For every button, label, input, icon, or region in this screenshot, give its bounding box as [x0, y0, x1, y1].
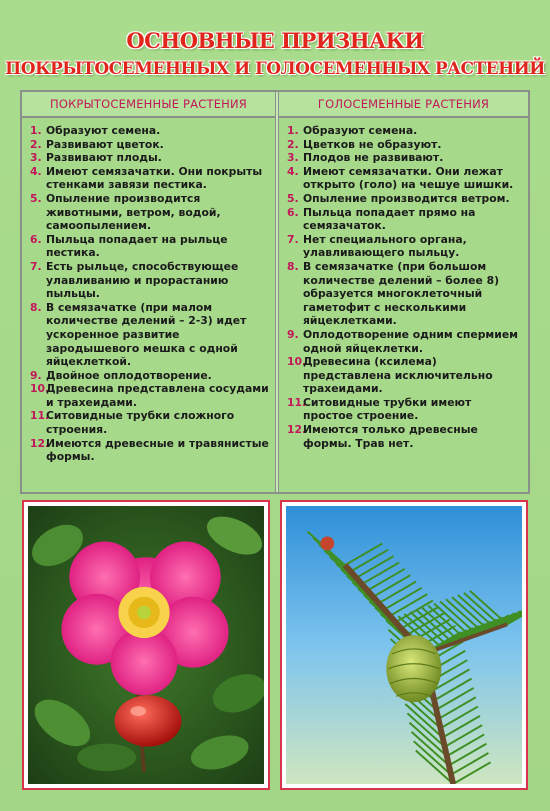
item-number: 3.: [287, 151, 299, 165]
item-number: 9.: [30, 368, 42, 382]
gymnosperms-heading: ГОЛОСЕМЕННЫЕ РАСТЕНИЯ: [279, 92, 528, 118]
rose-flower-photo: [22, 500, 270, 790]
item-text: Развивают плоды.: [46, 151, 162, 165]
angiosperms-item: [30, 301, 269, 369]
gymnosperms-item: [287, 124, 522, 138]
gymnosperms-item: [287, 260, 522, 328]
angiosperms-item: [30, 382, 269, 409]
item-text: Древесина (ксилема) представлена исключительно трахеидами.: [303, 355, 493, 396]
item-number: 2.: [287, 137, 299, 151]
item-number: 6.: [30, 232, 42, 246]
title-line-2: ПОКРЫТОСЕМЕННЫХ И ГОЛОСЕМЕННЫХ РАСТЕНИЙ: [5, 59, 545, 79]
item-text: Образуют семена.: [46, 124, 161, 137]
item-text: Есть рыльце, способствующее улавливанию и прорастанию пыльцы.: [46, 259, 239, 301]
gymnosperms-item: [287, 355, 522, 396]
item-text: Имеются только древесные формы. Трав нет.: [303, 423, 478, 450]
item-text: Двойное оплодотворение.: [46, 368, 212, 382]
item-number: 12.: [287, 423, 307, 437]
item-text: Опыление производится ветром.: [303, 191, 510, 205]
angiosperms-item: [30, 165, 269, 192]
angiosperms-item: [30, 260, 269, 301]
item-text: Опыление производится животными, ветром, водой, самоопылением.: [46, 191, 221, 233]
angiosperms-heading: ПОКРЫТОСЕМЕННЫЕ РАСТЕНИЯ: [22, 92, 275, 118]
rose-illustration: [28, 506, 264, 784]
angiosperms-item: [30, 369, 269, 383]
item-number: 4.: [287, 164, 299, 178]
item-number: 1.: [287, 124, 299, 137]
gymnosperms-item: [287, 165, 522, 192]
item-number: 10.: [287, 355, 307, 369]
angiosperms-column: [22, 92, 276, 492]
item-text: Нет специального органа, улавливающего пыльцу.: [303, 232, 467, 260]
item-text: Имеются древесные и травянистые формы.: [46, 436, 269, 464]
angiosperms-item: [30, 151, 269, 165]
gymnosperms-item: [287, 396, 522, 423]
item-text: Ситовидные трубки сложного строения.: [46, 409, 235, 437]
gymnosperms-item: [287, 151, 522, 165]
item-number: 7.: [287, 232, 299, 246]
item-number: 8.: [30, 300, 42, 314]
item-number: 1.: [30, 124, 42, 137]
gymnosperms-list: [279, 118, 528, 450]
item-text: Образуют семена.: [303, 124, 418, 137]
item-number: 2.: [30, 137, 42, 151]
poster-title: [0, 28, 550, 82]
angiosperms-item: [30, 437, 269, 464]
item-number: 11.: [287, 395, 307, 409]
item-number: 6.: [287, 205, 299, 219]
item-text: Цветков не образуют.: [303, 137, 442, 151]
item-text: В семязачатке (при малом количестве делений – 2-3) идет ускоренное развитие зародышевого мешка с одной яйцеклеткой.: [46, 300, 247, 369]
item-number: 7.: [30, 259, 42, 273]
gymnosperms-item: [287, 206, 522, 233]
gymnosperms-item: [287, 233, 522, 260]
item-text: Ситовидные трубки имеют простое строение.: [303, 395, 472, 423]
item-text: Древесина представлена сосудами и трахеидами.: [46, 382, 269, 409]
item-text: Пыльца попадает на рыльце пестика.: [46, 232, 228, 260]
item-text: В семязачатке (при большом количестве делений – более 8) образуется многоклеточный гаметофит с несколькими яйцеклетками.: [303, 259, 500, 328]
item-number: 12.: [30, 436, 50, 450]
item-number: 11.: [30, 409, 50, 423]
gymnosperms-column: [278, 92, 528, 492]
item-text: Развивают цветок.: [46, 137, 164, 151]
angiosperms-item: [30, 409, 269, 436]
item-number: 5.: [30, 191, 42, 205]
pine-branch-photo: [280, 500, 528, 790]
gymnosperms-item: [287, 423, 522, 450]
item-text: Имеют семязачатки. Они лежат открыто (голо) на чешуе шишки.: [303, 164, 514, 192]
title-line-1: ОСНОВНЫЕ ПРИЗНАКИ: [126, 28, 424, 53]
item-text: Пыльца попадает прямо на семязачаток.: [303, 205, 476, 233]
angiosperms-item: [30, 192, 269, 233]
item-number: 10.: [30, 382, 50, 396]
item-text: Имеют семязачатки. Они покрыты стенками завязи пестика.: [46, 164, 263, 192]
item-number: 4.: [30, 164, 42, 178]
angiosperms-list: [22, 118, 275, 464]
item-text: Плодов не развивают.: [303, 151, 444, 165]
pine-illustration: [286, 506, 522, 784]
item-number: 3.: [30, 151, 42, 165]
item-number: 8.: [287, 259, 299, 273]
angiosperms-item: [30, 124, 269, 138]
item-text: Оплодотворение одним спермием одной яйцеклетки.: [303, 327, 518, 355]
gymnosperms-item: [287, 328, 522, 355]
angiosperms-item: [30, 233, 269, 260]
comparison-table: [20, 90, 530, 494]
angiosperms-item: [30, 138, 269, 152]
item-number: 5.: [287, 191, 299, 205]
item-number: 9.: [287, 327, 299, 341]
gymnosperms-item: [287, 138, 522, 152]
gymnosperms-item: [287, 192, 522, 206]
